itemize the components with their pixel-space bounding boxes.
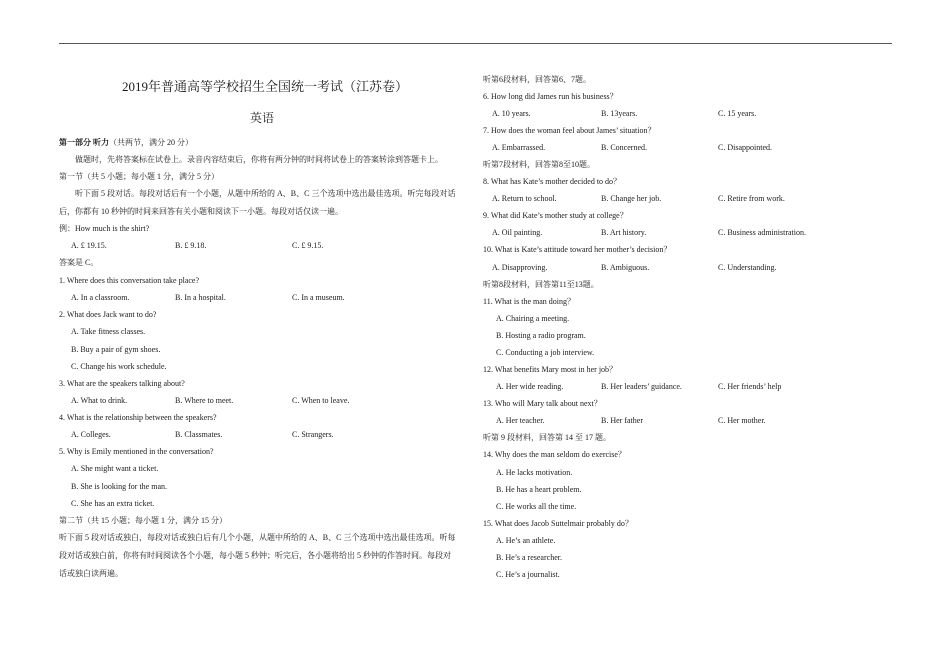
- top-rule: [59, 43, 892, 44]
- question-7: 7. How does the woman feel about James’ situation？: [483, 126, 656, 135]
- sec1-desc-1: 听下面 5 段对话。每段对话后有一个小题，从题中所给的 A、B、C 三个选项中选出最佳选项。听完每段对话: [75, 189, 456, 198]
- question-1: 1. Where does this conversation take place?: [59, 276, 200, 285]
- material-6-heading: 听第6段材料，回答第6、7题。: [483, 75, 591, 84]
- q13-option-a: A. Her teacher.: [496, 416, 545, 425]
- exam-title: 2019年普通高等学校招生全国统一考试（江苏卷）: [122, 79, 409, 94]
- material-7-heading: 听第7段材料，回答第8至10题。: [483, 160, 595, 169]
- q15-option-c: C. He’s a journalist.: [496, 570, 560, 579]
- q12-option-b: B. Her leaders’ guidance.: [601, 382, 682, 391]
- q1-option-b: B. In a hospital.: [175, 293, 226, 302]
- q11-option-a: A. Chairing a meeting.: [496, 314, 570, 323]
- part1-heading-line: [59, 138, 193, 148]
- q10-option-c: C. Understanding.: [718, 263, 777, 272]
- question-9: 9. What did Kate’s mother study at college？: [483, 211, 628, 220]
- part1-note: （共两节，满分 20 分）: [109, 138, 193, 147]
- q14-option-b: B. He has a heart problem.: [496, 485, 582, 494]
- question-8: 8. What has Kate’s mother decided to do？: [483, 177, 622, 186]
- subject-title: 英语: [250, 111, 275, 125]
- material-8-heading: 听第8段材料，回答第11至13题。: [483, 280, 599, 289]
- q7-option-c: C. Disappointed.: [718, 143, 772, 152]
- sec2-desc-3: 话或独白读两遍。: [59, 569, 123, 578]
- q7-option-a: A. Embarrassed.: [492, 143, 546, 152]
- q6-option-b: B. 13years.: [601, 109, 638, 118]
- q2-option-b: B. Buy a pair of gym shoes.: [71, 345, 161, 354]
- q10-option-b: B. Ambiguous.: [601, 263, 650, 272]
- q11-option-b: B. Hosting a radio program.: [496, 331, 586, 340]
- example-option-a: A. £ 19.15.: [71, 241, 107, 250]
- instructions: 做题时，先将答案标在试卷上。录音内容结束后，你将有两分钟的时间将试卷上的答案转涂到答题卡上。: [75, 155, 443, 164]
- q4-option-a: A. Colleges.: [71, 430, 111, 439]
- q11-option-c: C. Conducting a job interview.: [496, 348, 595, 357]
- q7-option-b: B. Concerned.: [601, 143, 647, 152]
- q13-option-c: C. Her mother.: [718, 416, 766, 425]
- q13-option-b: B. Her father: [601, 416, 643, 425]
- sec1-desc-2: 后，你都有 10 秒钟的时间来回答有关小题和阅读下一小题。每段对话仅读一遍。: [59, 207, 343, 216]
- q9-option-c: C. Business administration.: [718, 228, 806, 237]
- question-11: 11. What is the man doing？: [483, 297, 575, 306]
- example-option-b: B. £ 9.18.: [175, 241, 207, 250]
- q14-option-c: C. He works all the time.: [496, 502, 577, 511]
- q10-option-a: A. Disapproving.: [492, 263, 548, 272]
- q8-option-a: A. Return to school.: [492, 194, 557, 203]
- q9-option-b: B. Art history.: [601, 228, 647, 237]
- part1-heading: 第一部分 听力: [59, 138, 109, 147]
- q15-option-a: A. He’s an athlete.: [496, 536, 556, 545]
- question-12: 12. What benefits Mary most in her job？: [483, 365, 618, 374]
- q5-option-c: C. She has an extra ticket.: [71, 499, 155, 508]
- question-5: 5. Why is Emily mentioned in the conversation?: [59, 447, 214, 456]
- example-question: 例：How much is the shirt?: [59, 224, 150, 233]
- sec2-heading: 第二节（共 15 小题；每小题 1 分，满分 15 分）: [59, 516, 227, 525]
- question-15: 15. What does Jacob Suttelmair probably do？: [483, 519, 633, 528]
- question-3: 3. What are the speakers talking about?: [59, 379, 185, 388]
- sec1-heading: 第一节（共 5 小题；每小题 1 分，满分 5 分）: [59, 172, 219, 181]
- sec2-desc-2: 段对话或独白前，你将有时间阅读各个小题，每小题 5 秒钟；听完后，各小题将给出 5 秒钟的作答时间。每段对: [59, 551, 451, 560]
- q4-option-c: C. Strangers.: [292, 430, 334, 439]
- question-14: 14. Why does the man seldom do exercise？: [483, 450, 626, 459]
- q14-option-a: A. He lacks motivation.: [496, 468, 573, 477]
- q12-option-a: A. Her wide reading.: [496, 382, 564, 391]
- question-10: 10. What is Kate’s attitude toward her mother’s decision？: [483, 245, 672, 254]
- q1-option-c: C. In a museum.: [292, 293, 345, 302]
- question-13: 13. Who will Mary talk about next？: [483, 399, 602, 408]
- q3-option-b: B. Where to meet.: [175, 396, 234, 405]
- q2-option-c: C. Change his work schedule.: [71, 362, 167, 371]
- q15-option-b: B. He’s a researcher.: [496, 553, 562, 562]
- q5-option-a: A. She might want a ticket.: [71, 464, 159, 473]
- q6-option-c: C. 15 years.: [718, 109, 757, 118]
- question-4: 4. What is the relationship between the speakers?: [59, 413, 217, 422]
- q8-option-b: B. Change her job.: [601, 194, 662, 203]
- material-9-heading: 听第 9 段材料，回答第 14 至 17 题。: [483, 433, 611, 442]
- q5-option-b: B. She is looking for the man.: [71, 482, 167, 491]
- q3-option-c: C. When to leave.: [292, 396, 350, 405]
- q12-option-c: C. Her friends’ help: [718, 382, 782, 391]
- q9-option-a: A. Oil painting.: [492, 228, 543, 237]
- q6-option-a: A. 10 years.: [492, 109, 531, 118]
- question-2: 2. What does Jack want to do?: [59, 310, 157, 319]
- question-6: 6. How long did James run his business？: [483, 92, 618, 101]
- q3-option-a: A. What to drink.: [71, 396, 128, 405]
- q1-option-a: A. In a classroom.: [71, 293, 130, 302]
- q4-option-b: B. Classmates.: [175, 430, 223, 439]
- q8-option-c: C. Retire from work.: [718, 194, 785, 203]
- sec2-desc-1: 听下面 5 段对话或独白，每段对话或独白后有几个小题，从题中所给的 A、B、C 三个选项中选出最佳选项。听每: [59, 533, 456, 542]
- q2-option-a: A. Take fitness classes.: [71, 327, 146, 336]
- example-option-c: C. £ 9.15.: [292, 241, 324, 250]
- example-answer: 答案是 C。: [59, 258, 99, 267]
